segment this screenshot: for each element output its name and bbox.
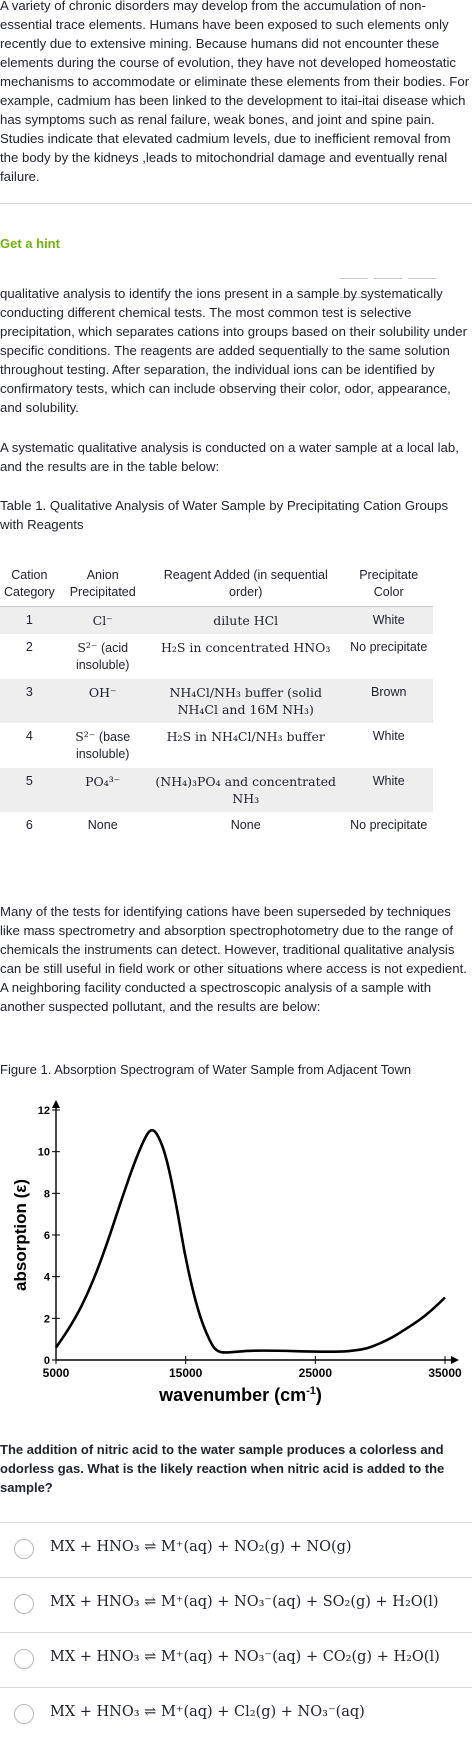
y-tick-label: 6 <box>43 1230 50 1242</box>
figure-caption: Figure 1. Absorption Spectrogram of Water Sample from Adjacent Town <box>0 1062 412 1077</box>
y-tick-label: 12 <box>37 1105 50 1117</box>
absorption-spectrogram <box>0 1100 472 1420</box>
y-axis-label: absorption (ε) <box>11 1179 30 1291</box>
answer-choice-d[interactable] <box>0 1687 472 1740</box>
y-tick-label: 8 <box>43 1188 50 1201</box>
radio-button[interactable] <box>14 1704 34 1724</box>
answer-choice-a[interactable] <box>0 1522 472 1575</box>
systematic-paragraph: A systematic qualitative analysis is conducted on a water sample at a local lab, and the results are in the table below: <box>0 440 459 474</box>
table-row: 3 OH⁻ NH₄Cl/NH₃ buffer (solid NH₄Cl and 16M NH₃) Brown <box>0 679 433 723</box>
header-reagent-added: Reagent Added (in sequential order) <box>147 562 345 607</box>
get-hint-link[interactable]: Get a hint <box>0 236 60 251</box>
table-row: 1 Cl⁻ dilute HCl White <box>0 607 433 635</box>
choice-label: MX + HNO₃ ⇌ M⁺(aq) + Cl₂(g) + NO₃⁻(aq) <box>50 1704 365 1720</box>
y-tick-label: 10 <box>37 1146 50 1159</box>
radio-button[interactable] <box>14 1539 34 1559</box>
qualitative-paragraph: qualitative analysis to identify the ions present in a sample by systematically conducting different chemical tests. The most common test is selective precipitation, which separates cations into groups based on their solubility under specific conditions. The reagents are added sequentially to the same solution throughout testing. After separation, the individual ions can be identified by confirmatory tests, which can include observing their color, odor, appearance, and solubility. <box>0 286 467 415</box>
y-tick-label: 4 <box>43 1271 50 1284</box>
cation-table <box>0 562 433 839</box>
table-row: 5 PO₄³⁻ (NH₄)₃PO₄ and concentrated NH₃ White <box>0 768 433 812</box>
x-tick-label: 35000 <box>428 1366 462 1380</box>
x-axis-label: wavenumber $(cm^{-1})$ <box>159 1385 322 1405</box>
x-tick-label: 15000 <box>168 1366 203 1380</box>
header-cation-category: Cation Category <box>0 562 59 607</box>
answer-choice-c[interactable] <box>0 1632 472 1685</box>
answer-choice-b[interactable] <box>0 1577 472 1630</box>
choice-label: MX + HNO₃ ⇌ M⁺(aq) + NO₃⁻(aq) + CO₂(g) + H₂O(l) <box>50 1649 440 1665</box>
radio-button[interactable] <box>14 1594 34 1614</box>
x-tick-label: 25000 <box>298 1366 333 1380</box>
y-axis-arrow <box>52 1100 60 1108</box>
absorption-series-line <box>56 1130 445 1352</box>
spectroscopy-paragraph: Many of the tests for identifying cations have been superseded by techniques like mass spectrometry and absorption spectrophotometry due to the range of chemicals the instruments can detect. However, traditional qualitative analysis can be still useful in field work or other situations where access is not expedient. A neighboring facility conducted a spectroscopic analysis of a sample with another suspected pollutant, and the results are below: <box>0 904 467 1014</box>
table-row: 6 None None No precipitate <box>25 818 428 832</box>
choice-label: MX + HNO₃ ⇌ M⁺(aq) + NO₂(g) + NO(g) <box>50 1539 352 1555</box>
table-row: 2 S²⁻ (acid insoluble) H₂S in concentrated HNO₃ No precipitate <box>25 640 428 672</box>
y-tick-label: 0 <box>43 1355 50 1367</box>
intro-paragraph: A variety of chronic disorders may develop from the accumulation of non-essential trace elements. Humans have been exposed to such elements only recently due to extensive mining. Because humans did not encounter these elements during the course of evolution, they have not developed homeostatic mechanisms to accommodate or eliminate these elements from their bodies. For example, cadmium has been linked to the development to itai-itai disease which has symptoms such as renal failure, weak bones, and joint and spine pain. Studies indicate that elevated cadmium levels, due to inefficient removal from the body by the kidneys ,leads to mitochondrial damage and eventually renal failure. <box>0 0 470 184</box>
choice-label: MX + HNO₃ ⇌ M⁺(aq) + NO₃⁻(aq) + SO₂(g) + H₂O(l) <box>50 1594 439 1610</box>
header-precipitate-color: Precipitate Color <box>345 562 433 607</box>
x-axis-arrow <box>451 1356 459 1364</box>
table-row: 4 S²⁻ (base insoluble) H₂S in NH₄Cl/NH₃ buffer White <box>25 729 405 761</box>
divider <box>0 203 472 204</box>
y-tick-label: 2 <box>43 1313 50 1326</box>
question-text: The addition of nitric acid to the water sample produces a colorless and odorless gas. What is the likely reaction when nitric acid is added to the sample? <box>0 1442 445 1495</box>
x-tick-label: 5000 <box>42 1366 70 1380</box>
radio-button[interactable] <box>14 1649 34 1669</box>
table-caption: Table 1. Qualitative Analysis of Water Sample by Precipitating Cation Groups with Reagents <box>0 498 449 532</box>
header-anion-precipitated: Anion Precipitated <box>59 562 147 607</box>
